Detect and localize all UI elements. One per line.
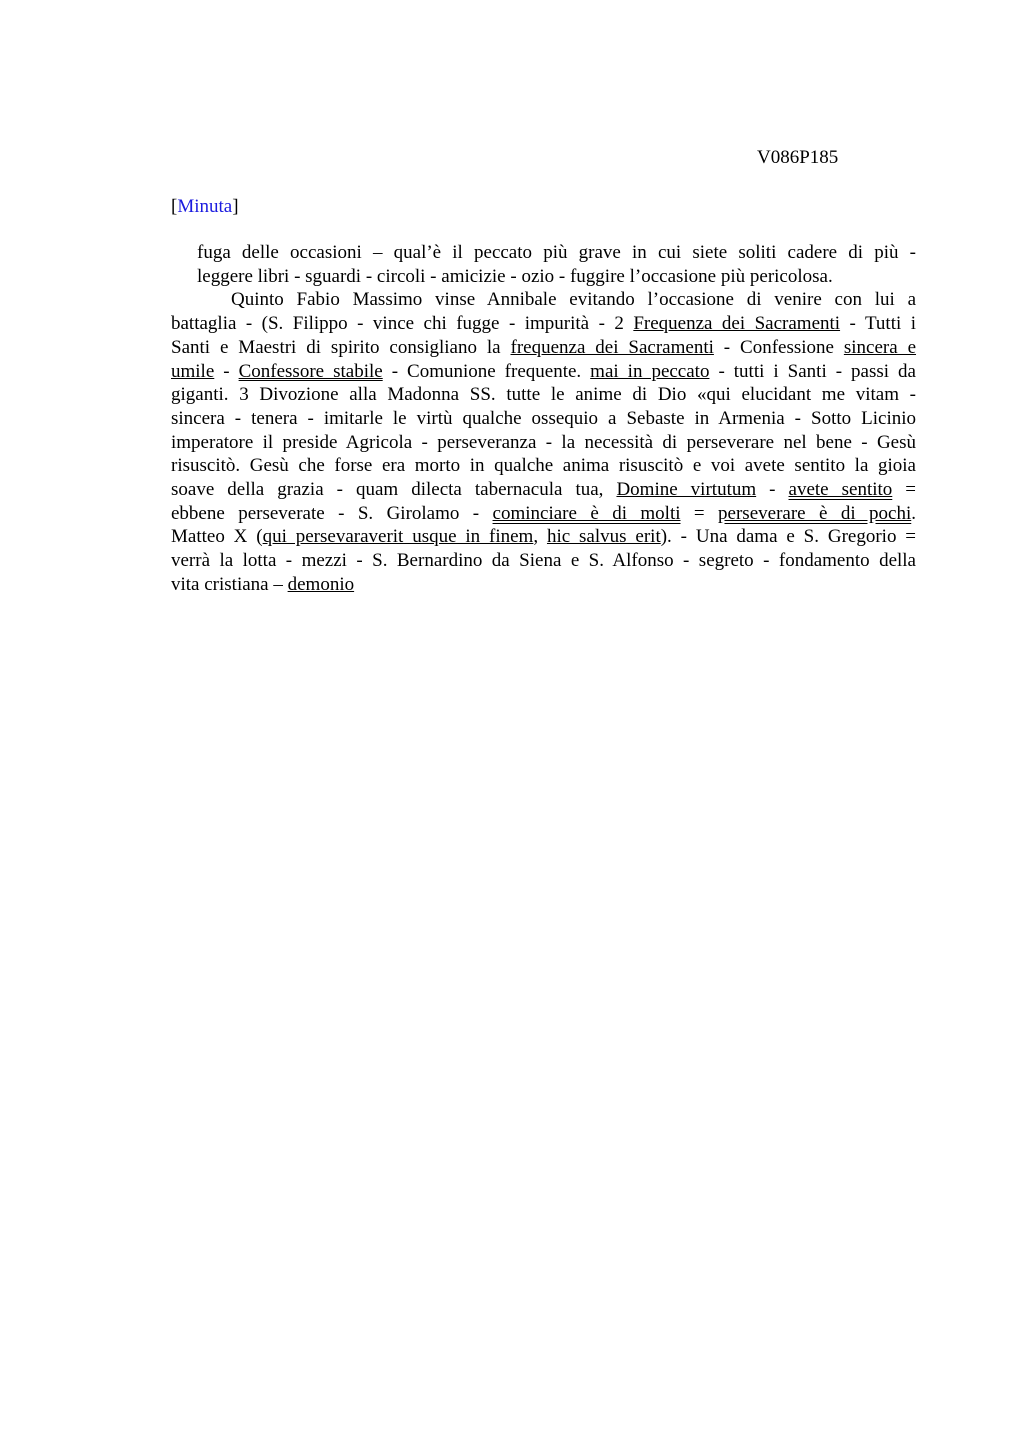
text-run: - — [214, 360, 239, 382]
double-underlined-phrase: cominciare è di molti — [492, 502, 681, 524]
double-underlined-phrase: perseverare è di pochi — [718, 502, 912, 524]
underlined-phrase: Domine virtutum — [616, 479, 757, 501]
text-run: , — [533, 526, 547, 548]
text-run: ). - Una dama e S. Gregorio = — [660, 526, 917, 548]
text-run: Matteo X ( — [171, 526, 263, 548]
header-open-bracket: [ — [171, 196, 178, 217]
text-line — [171, 478, 916, 502]
double-underlined-phrase: avete sentito — [788, 479, 893, 501]
text-run: battaglia - (S. Filippo - vince chi fugge - impurità - 2 — [171, 313, 634, 335]
text-line: verrà la lotta - mezzi - S. Bernardino da Siena e S. Alfonso - segreto - fondamento della — [171, 550, 916, 572]
text-run: soave della grazia - quam dilecta tabernacula tua, — [171, 479, 617, 501]
underlined-phrase: qui persevaraverit usque in finem — [262, 526, 534, 548]
text-line: Quinto Fabio Massimo vinse Annibale evitando l’occasione di venire con lui a — [231, 289, 916, 311]
text-run: = — [892, 479, 917, 501]
underlined-phrase: sincera e — [843, 336, 917, 358]
text-line: leggere libri - sguardi - circoli - amicizie - ozio - fuggire l’occasione più pericolosa. — [197, 265, 833, 287]
underlined-phrase: umile — [171, 360, 215, 382]
text-line — [171, 312, 916, 336]
underlined-phrase: demonio — [287, 573, 355, 595]
text-run: - Confessione — [713, 336, 844, 358]
paragraph-2 — [171, 288, 916, 596]
document-body — [171, 241, 916, 597]
text-line: imperatore il preside Agricola - perseveranza - la necessità di perseverare nel bene - Gesù — [171, 431, 916, 453]
header-close-bracket: ] — [232, 196, 239, 217]
page-code: V086P185 — [757, 147, 839, 168]
text-line: fuga delle occasioni – qual’è il peccato più grave in cui siete soliti cadere di più - — [197, 242, 916, 263]
text-line — [171, 502, 916, 526]
text-line — [171, 573, 916, 597]
text-run: - Tutti i — [840, 313, 916, 335]
underlined-phrase: frequenza dei Sacramenti — [510, 336, 714, 358]
text-line — [171, 360, 916, 384]
double-underlined-phrase: Confessore stabile — [238, 360, 383, 382]
text-line — [171, 525, 916, 549]
paragraph-1 — [171, 241, 916, 288]
text-run: ebbene perseverate - S. Girolamo - — [171, 502, 493, 524]
text-run: Santi e Maestri di spirito consigliano la — [171, 336, 511, 358]
document-header — [171, 195, 239, 219]
text-run: - Comunione frequente. — [382, 360, 591, 382]
text-line: giganti. 3 Divozione alla Madonna SS. tutte le anime di Dio «qui elucidant me vitam - — [171, 384, 916, 406]
underlined-phrase: Frequenza dei Sacramenti — [633, 313, 841, 335]
text-line — [171, 336, 916, 360]
text-run: . — [911, 502, 916, 524]
underlined-phrase: hic salvus erit — [546, 526, 661, 548]
underlined-phrase: mai in peccato — [590, 360, 710, 382]
text-line: risuscitò. Gesù che forse era morto in qualche anima risuscitò e voi avete sentito la gioia — [171, 455, 916, 477]
text-line: sincera - tenera - imitarle le virtù qualche ossequio a Sebaste in Armenia - Sotto Licinio — [171, 407, 916, 429]
text-run: - tutti i Santi - passi da — [709, 360, 916, 382]
text-run: = — [680, 502, 719, 524]
text-run: vita cristiana – — [171, 573, 288, 595]
minuta-link[interactable]: Minuta — [177, 196, 233, 217]
text-run: - — [756, 479, 789, 501]
